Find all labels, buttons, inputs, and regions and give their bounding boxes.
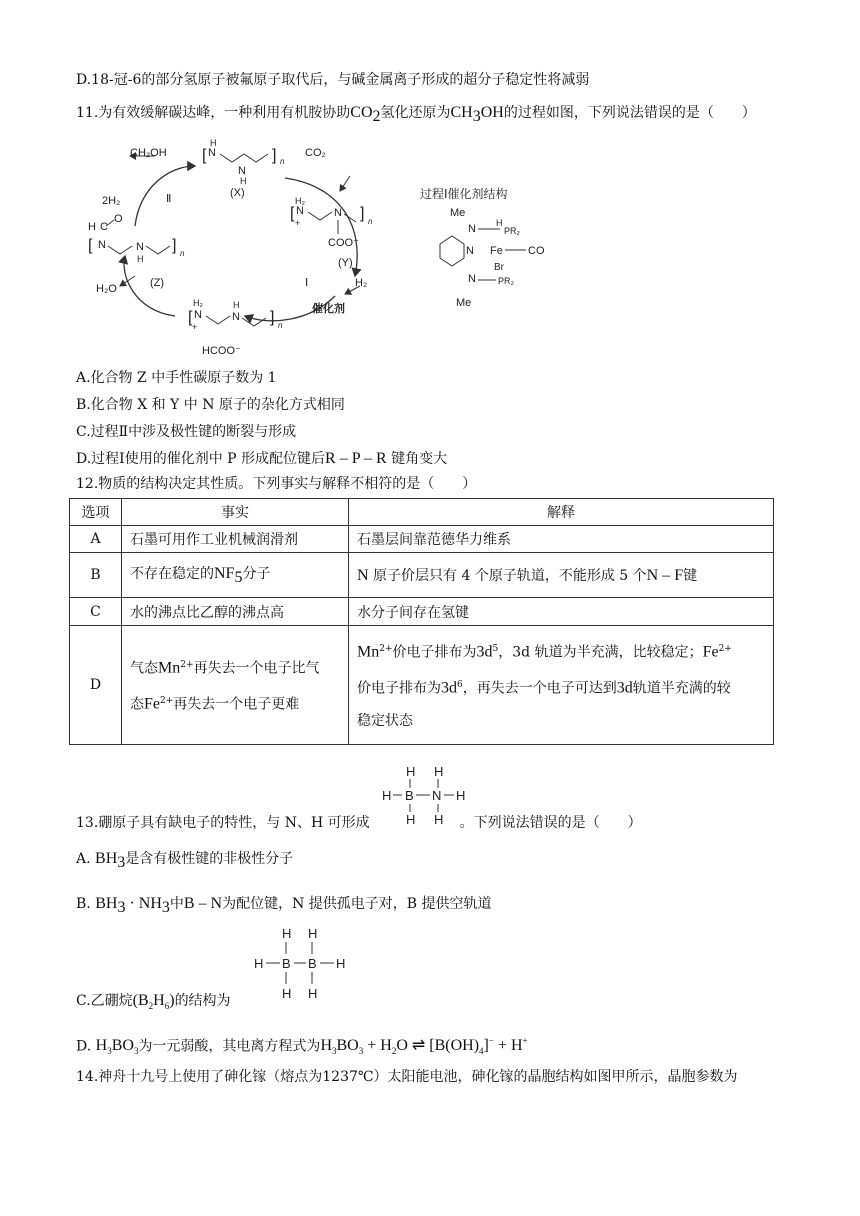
q11-option-a: A.化合物 Z 中手性碳原子数为 1	[76, 370, 277, 386]
svg-text:B: B	[405, 788, 414, 803]
svg-text:N: N	[296, 205, 304, 217]
q13-option-c: C.乙硼烷$(B_2H_6)$的结构为	[76, 992, 231, 1012]
svg-text:N: N	[194, 309, 202, 321]
q11-option-b: B.化合物 X 和 Y 中 N 原子的杂化方式相同	[76, 397, 345, 413]
q13-stem: 13.硼原子具有缺电子的特性，与 N、H 可形成 。下列说法错误的是（ ）	[76, 815, 642, 831]
svg-text:H: H	[240, 176, 247, 186]
svg-text:]: ]	[270, 309, 275, 326]
q11-stem: 11.为有效缓解碳达峰，一种利用有机胺协助$CO_2$氢化还原为$CH_3OH$的过程如图，下列说法错误的是（ ）	[76, 104, 756, 125]
z-label: (Z)	[150, 277, 165, 289]
svg-text:+: +	[192, 322, 198, 332]
svg-text:H: H	[88, 221, 96, 233]
svg-text:N: N	[466, 245, 474, 257]
b2h6-structure	[254, 924, 354, 1004]
svg-text:]: ]	[172, 237, 177, 254]
catalyst-structure-diagram	[420, 184, 580, 314]
svg-text:PR₂: PR₂	[504, 226, 520, 236]
svg-text:H: H	[254, 956, 264, 971]
svg-text:H: H	[406, 812, 416, 827]
svg-text:[: [	[290, 205, 295, 222]
catalyst-label: 催化剂	[312, 303, 345, 315]
svg-text:N: N	[432, 788, 442, 803]
svg-text:Br: Br	[494, 262, 504, 273]
roman2-label: Ⅱ	[166, 193, 172, 205]
svg-text:N: N	[208, 147, 216, 159]
table-header-row: 选项 事实 解释	[70, 499, 774, 526]
svg-text:H₂: H₂	[193, 298, 203, 308]
svg-text:n: n	[180, 249, 185, 258]
table-row: A 石墨可用作工业机械润滑剂 石墨层间靠范德华力维系	[70, 526, 774, 553]
ch2oh-label: CH₂OH	[130, 147, 167, 159]
svg-text:H: H	[282, 926, 292, 941]
h2-left-label: 2H₂	[102, 195, 121, 207]
svg-text:H: H	[382, 788, 392, 803]
svg-text:O: O	[114, 213, 123, 225]
svg-text:H: H	[308, 926, 318, 941]
catalyst-title: 过程Ⅰ催化剂结构	[420, 187, 508, 201]
svg-text:H: H	[233, 300, 240, 310]
co2-label: CO₂	[305, 147, 326, 159]
q11-option-c: C.过程Ⅱ中涉及极性键的断裂与形成	[76, 424, 297, 440]
q13-option-b: B. $BH_3 \cdot NH_3$中B – N为配位键，N 提供孤电子对，B 提供空轨道	[76, 895, 492, 916]
svg-text:Fe: Fe	[490, 245, 503, 257]
svg-text:n: n	[368, 217, 373, 226]
q14-stem: 14.神舟十九号上使用了砷化镓（熔点为1237℃）太阳能电池，砷化镓的晶胞结构如图甲所示，晶胞参数为	[76, 1069, 738, 1085]
svg-text:[: [	[88, 237, 93, 254]
roman1-label: Ⅰ	[305, 277, 309, 289]
table-row: C 水的沸点比乙醇的沸点高 水分子间存在氢键	[70, 598, 774, 626]
svg-text:Me: Me	[450, 207, 466, 219]
q11-reaction-cycle-diagram	[80, 136, 390, 361]
svg-text:H: H	[282, 986, 292, 1001]
q11-option-d: D.过程Ⅰ使用的催化剂中 P 形成配位键后R – P – R 键角变大	[76, 450, 448, 467]
svg-text:H: H	[456, 788, 466, 803]
svg-text:B: B	[308, 956, 317, 971]
svg-text:]: ]	[272, 147, 277, 164]
svg-text:H: H	[496, 218, 503, 228]
h2o-label: H₂O	[96, 283, 117, 295]
q13-option-a: A. $BH_3$是含有极性键的非极性分子	[76, 850, 294, 871]
hcoo-label: HCOO⁻	[202, 345, 241, 357]
table-row: B 不存在稳定的$NF_5$分子 N 原子价层只有 4 个原子轨道，不能形成 5 个N – F键	[70, 553, 774, 598]
svg-text:Me: Me	[456, 297, 472, 309]
svg-text:H₂: H₂	[295, 196, 305, 206]
table-row: D 气态$Mn^{2+}$再失去一个电子比气 态$Fe^{2+}$再失去一个电子更难 $Mn^{2+}$价电子排布为$3d^5$，3d 轨道为半充满，比较稳定；$Fe^{2+}$ 价电子排布为$3d^6$，再失去一个电子可达到3d轨道半充满的较 稳定状态	[70, 626, 774, 745]
svg-text:n: n	[278, 321, 283, 330]
svg-text:H: H	[336, 956, 346, 971]
h2-right-label: H₂	[355, 277, 368, 289]
svg-text:PR₂: PR₂	[498, 276, 514, 286]
svg-text:H: H	[434, 764, 444, 779]
svg-text:H: H	[406, 764, 416, 779]
svg-text:[: [	[202, 147, 207, 164]
svg-text:B: B	[282, 956, 291, 971]
svg-text:H: H	[137, 254, 144, 264]
svg-text:N: N	[334, 207, 342, 219]
svg-text:N: N	[238, 165, 246, 177]
svg-text:C: C	[100, 221, 108, 233]
coo-label: COO⁻	[328, 237, 359, 249]
svg-text:H: H	[308, 986, 318, 1001]
svg-text:[: [	[188, 309, 193, 326]
q10-option-d: D.18-冠-6的部分氢原子被氟原子取代后，与碱金属离子形成的超分子稳定性将减弱	[76, 72, 590, 88]
svg-text:+: +	[295, 218, 301, 228]
q12-table	[69, 498, 774, 745]
q13-option-d: D. $H_3BO_3$为一元弱酸，其电离方程式为$H_3BO_3 + H_2O$ ⇌ $[B(OH)_4]^- + H^+$	[76, 1036, 528, 1057]
svg-text:N: N	[98, 239, 106, 251]
svg-text:N: N	[232, 311, 240, 323]
svg-text:CO: CO	[528, 245, 545, 257]
svg-text:N: N	[468, 273, 476, 285]
svg-text:n: n	[280, 157, 285, 166]
q12-stem: 12.物质的结构决定其性质。下列事实与解释不相符的是（ ）	[76, 476, 477, 492]
svg-text:N: N	[468, 223, 476, 235]
svg-text:H: H	[434, 812, 444, 827]
y-label: (Y)	[338, 257, 353, 269]
svg-text:H: H	[210, 138, 217, 148]
svg-text:N: N	[136, 241, 144, 253]
x-label: (X)	[230, 187, 245, 199]
svg-text:]: ]	[360, 205, 365, 222]
